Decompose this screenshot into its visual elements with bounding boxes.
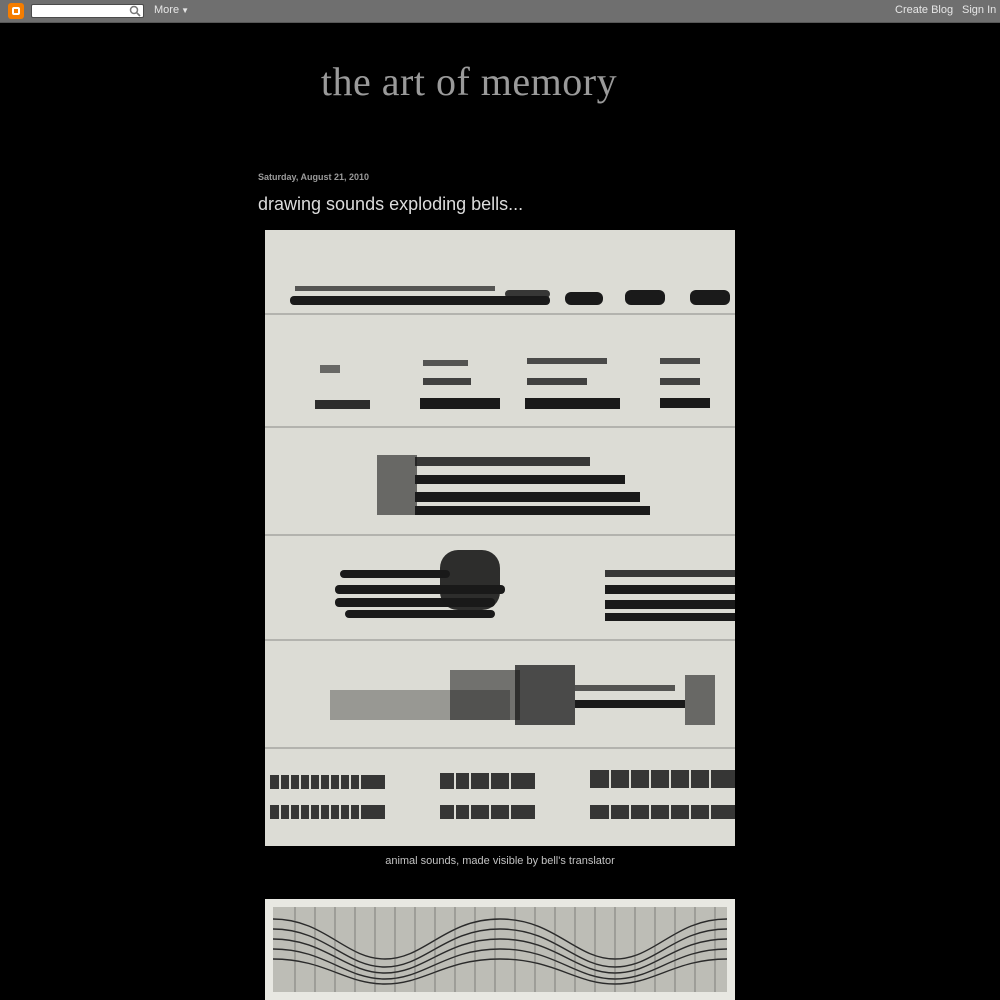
search-icon[interactable] xyxy=(129,5,141,17)
spectrogram-image[interactable] xyxy=(265,230,735,846)
create-blog-link[interactable]: Create Blog xyxy=(895,4,954,16)
blogger-logo-icon[interactable] xyxy=(8,3,24,19)
post-title[interactable]: drawing sounds exploding bells... xyxy=(258,194,524,214)
blog-title[interactable]: the art of memory xyxy=(320,59,618,104)
post-date: Saturday, August 21, 2010 xyxy=(258,172,370,182)
sign-in-link[interactable]: Sign In xyxy=(962,4,997,16)
waveform-image[interactable] xyxy=(265,899,735,1000)
navbar xyxy=(0,0,1000,23)
image-caption: animal sounds, made visible by bell's translator xyxy=(385,855,615,867)
more-label: More xyxy=(154,4,180,16)
more-menu-button[interactable] xyxy=(154,4,189,16)
search-input[interactable] xyxy=(31,4,144,18)
caret-down-icon: ▼ xyxy=(181,6,189,15)
